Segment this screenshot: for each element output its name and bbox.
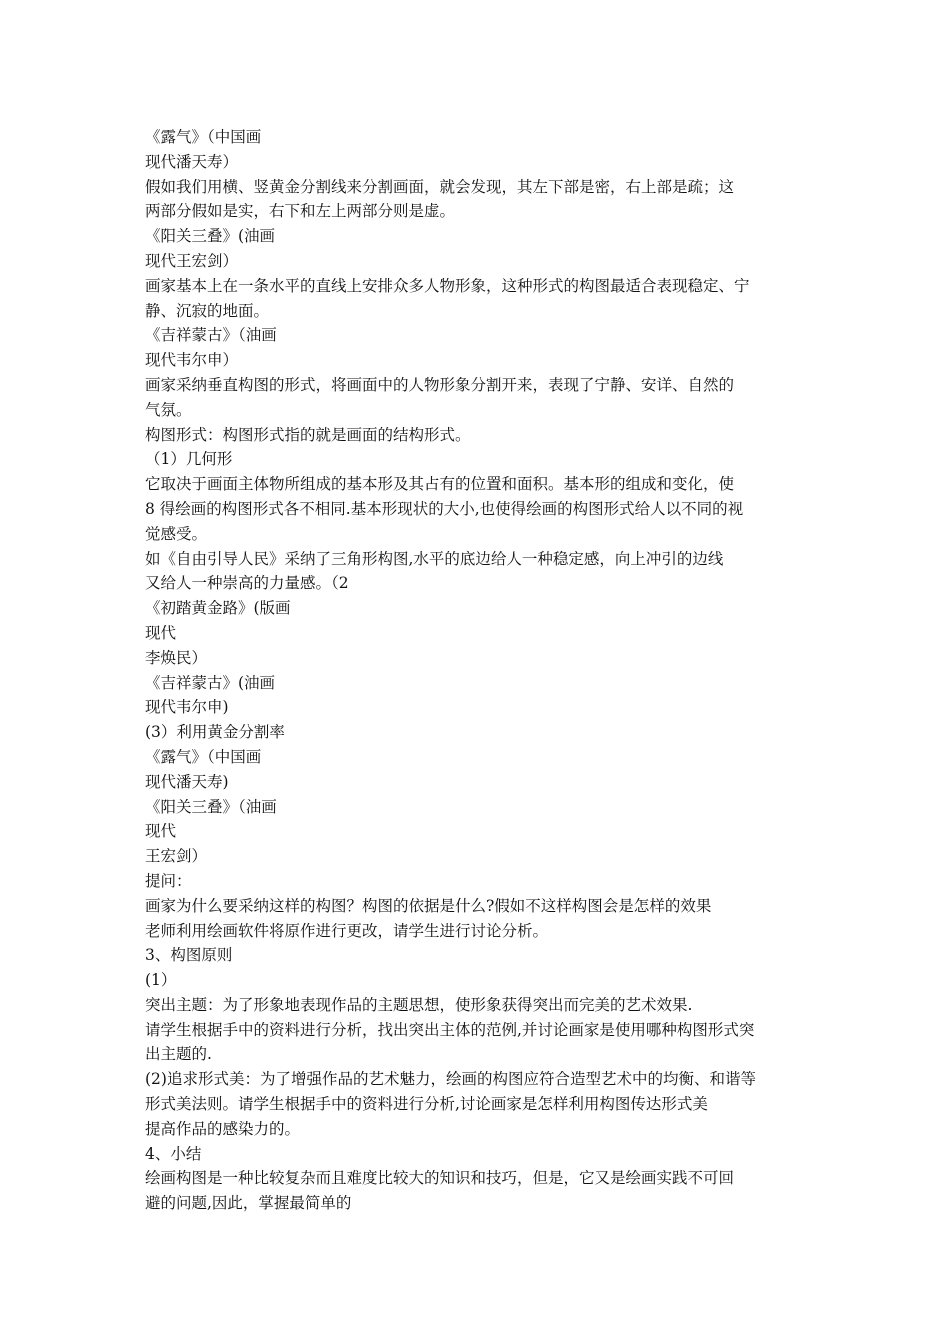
text-line: 现代潘天寿)	[145, 772, 229, 791]
text-line: 绘画构图是一种比较复杂而且难度比较大的知识和技巧，但是，它又是绘画实践不可回	[145, 1169, 735, 1188]
text-line: 《初踏黄金路》(版画	[145, 599, 291, 618]
text-line: 《阳关三叠》（油画	[145, 797, 277, 816]
text-line: (3）利用黄金分割率	[145, 723, 285, 742]
text-line: 如《自由引导人民》采纳了三角形构图,水平的底边给人一种稳定感，向上冲引的边线	[145, 549, 724, 568]
text-line: 3、构图原则	[145, 946, 233, 965]
text-line: 觉感受。	[145, 524, 208, 543]
text-line: 现代韦尔申）	[145, 351, 239, 370]
text-line: 画家为什么要采纳这样的构图？构图的依据是什么?假如不这样构图会是怎样的效果	[145, 896, 712, 915]
text-line: 又给人一种崇高的力量感。（2	[145, 574, 349, 593]
document-body	[145, 125, 815, 1216]
text-line: 现代韦尔申)	[145, 698, 229, 717]
text-line: 静、沉寂的地面。	[145, 301, 270, 320]
text-line: 《吉祥蒙古》(油画	[145, 673, 276, 692]
text-line: 老师利用绘画软件将原作进行更改，请学生进行讨论分析。	[145, 921, 549, 940]
text-line: 现代潘天寿）	[145, 152, 239, 171]
text-line: 《露气》（中国画	[145, 128, 262, 146]
text-line: 假如我们用横、竖黄金分割线来分割画面，就会发现，其左下部是密，右上部是疏；这	[145, 177, 735, 196]
text-line: 气氛。	[145, 400, 192, 419]
text-line: 现代	[145, 623, 177, 642]
text-line: 避的问题,因此，掌握最简单的	[145, 1194, 352, 1213]
text-line: 突出主题：为了形象地表现作品的主题思想，使形象获得突出而完美的艺术效果.	[145, 995, 693, 1014]
text-line: 现代	[145, 822, 177, 841]
text-line: 请学生根据手中的资料进行分析，找出突出主体的范例,并讨论画家是使用哪种构图形式突	[145, 1020, 755, 1039]
text-line: 8 得绘画的构图形式各不相同.基本形现状的大小,也使得绘画的构图形式给人以不同的视	[145, 499, 744, 518]
text-line: 出主题的.	[145, 1045, 212, 1064]
text-line: 4、小结	[145, 1144, 202, 1163]
text-line: 两部分假如是实，右下和左上两部分则是虚。	[145, 202, 456, 221]
text-line: 《露气》（中国画	[145, 747, 262, 766]
text-line: 它取决于画面主体物所组成的基本形及其占有的位置和面积。基本形的组成和变化，使	[145, 475, 735, 494]
text-line: 提高作品的感染力的。	[145, 1119, 301, 1138]
text-line: 提问：	[145, 871, 192, 890]
text-line: (2)追求形式美：为了增强作品的艺术魅力，绘画的构图应符合造型艺术中的均衡、和谐等	[145, 1070, 756, 1089]
text-line: （1）几何形	[145, 450, 233, 469]
text-line: 《阳关三叠》(油画	[145, 227, 276, 246]
text-line: 构图形式：构图形式指的就是画面的结构形式。	[145, 425, 471, 444]
text-line: 形式美法则。请学生根据手中的资料进行分析,讨论画家是怎样利用构图传达形式美	[145, 1095, 708, 1114]
text-line: 《吉祥蒙古》（油画	[145, 326, 277, 345]
text-line: 王宏剑）	[145, 847, 208, 866]
text-line: 画家基本上在一条水平的直线上安排众多人物形象，这种形式的构图最适合表现稳定、宁	[145, 276, 750, 295]
text-line: 现代王宏剑）	[145, 251, 239, 270]
text-line: 画家采纳垂直构图的形式，将画面中的人物形象分割开来，表现了宁静、安详、自然的	[145, 375, 735, 394]
text-line: (1）	[145, 971, 177, 990]
text-line: 李焕民）	[145, 648, 208, 667]
